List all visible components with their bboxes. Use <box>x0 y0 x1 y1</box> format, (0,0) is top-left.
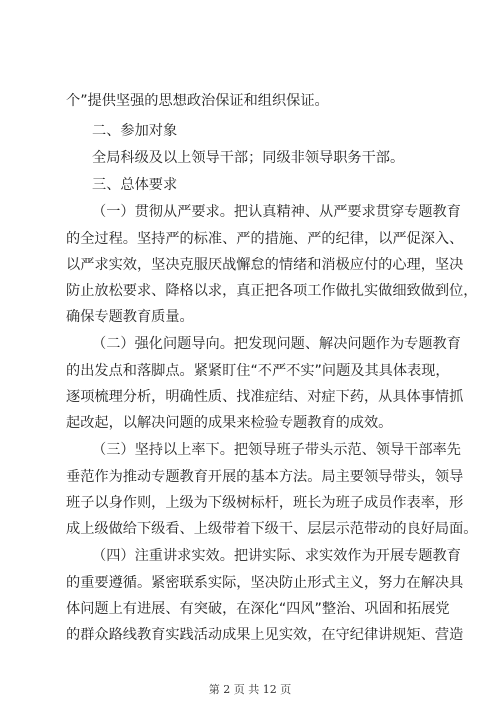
text-line: 的出发点和落脚点。紧紧盯住“不严不实”问题及其具体表现， <box>66 363 450 379</box>
section-heading: 三、总体要求 <box>92 177 178 193</box>
text-line: 的重要遵循。紧密联系实际，坚决防止形式主义，努力在解决具 <box>66 575 464 591</box>
text-line: 全局科级及以上领导干部；同级非领导职务干部。 <box>92 150 405 166</box>
section-heading: 二、参加对象 <box>92 123 178 139</box>
text-line: 班子以身作则，上级为下级树标杆，班长为班子成员作表率，形 <box>66 495 464 511</box>
text-line: 的全过程。坚持严的标准、严的措施、严的纪律，以严促深入、 <box>66 231 464 247</box>
text-line: 以严求实效，坚决克服厌战懈怠的情绪和消极应付的心理，坚决 <box>66 257 464 273</box>
text-line: 体问题上有进展、有突破，在深化“四风”整治、巩固和拓展党 <box>66 601 450 617</box>
paragraph-first-line: （三）坚持以上率下。把领导班子带头示范、领导干部率先 <box>92 442 461 458</box>
paragraph-first-line: （四）注重讲求实效。把讲实际、求实效作为开展专题教育 <box>92 548 461 564</box>
page-footer: 第 2 页 共 12 页 <box>208 683 292 696</box>
text-line: 成上级做给下级看、上级带着下级干、层层示范带动的良好局面。 <box>66 521 478 537</box>
text-line: 的群众路线教育实践活动成果上见实效，在守纪律讲规矩、营造 <box>66 627 464 643</box>
paragraph-first-line: （二）强化问题导向。把发现问题、解决问题作为专题教育 <box>92 336 461 352</box>
paragraph-first-line: （一）贯彻从严要求。把认真精神、从严要求贯穿专题教育 <box>92 204 461 220</box>
text-line: 起改起，以解决问题的成果来检验专题教育的成效。 <box>66 415 393 431</box>
text-line: 确保专题教育质量。 <box>66 309 194 325</box>
text-line: 个”提供坚强的思想政治保证和组织保证。 <box>66 93 329 109</box>
text-line: 逐项梳理分析，明确性质、找准症结、对症下药，从具体事情抓 <box>66 389 464 405</box>
text-line: 防止放松要求、降格以求，真正把各项工作做扎实做细致做到位， <box>66 283 478 299</box>
text-line: 垂范作为推动专题教育开展的基本方法。局主要领导带头，领导 <box>66 469 464 485</box>
